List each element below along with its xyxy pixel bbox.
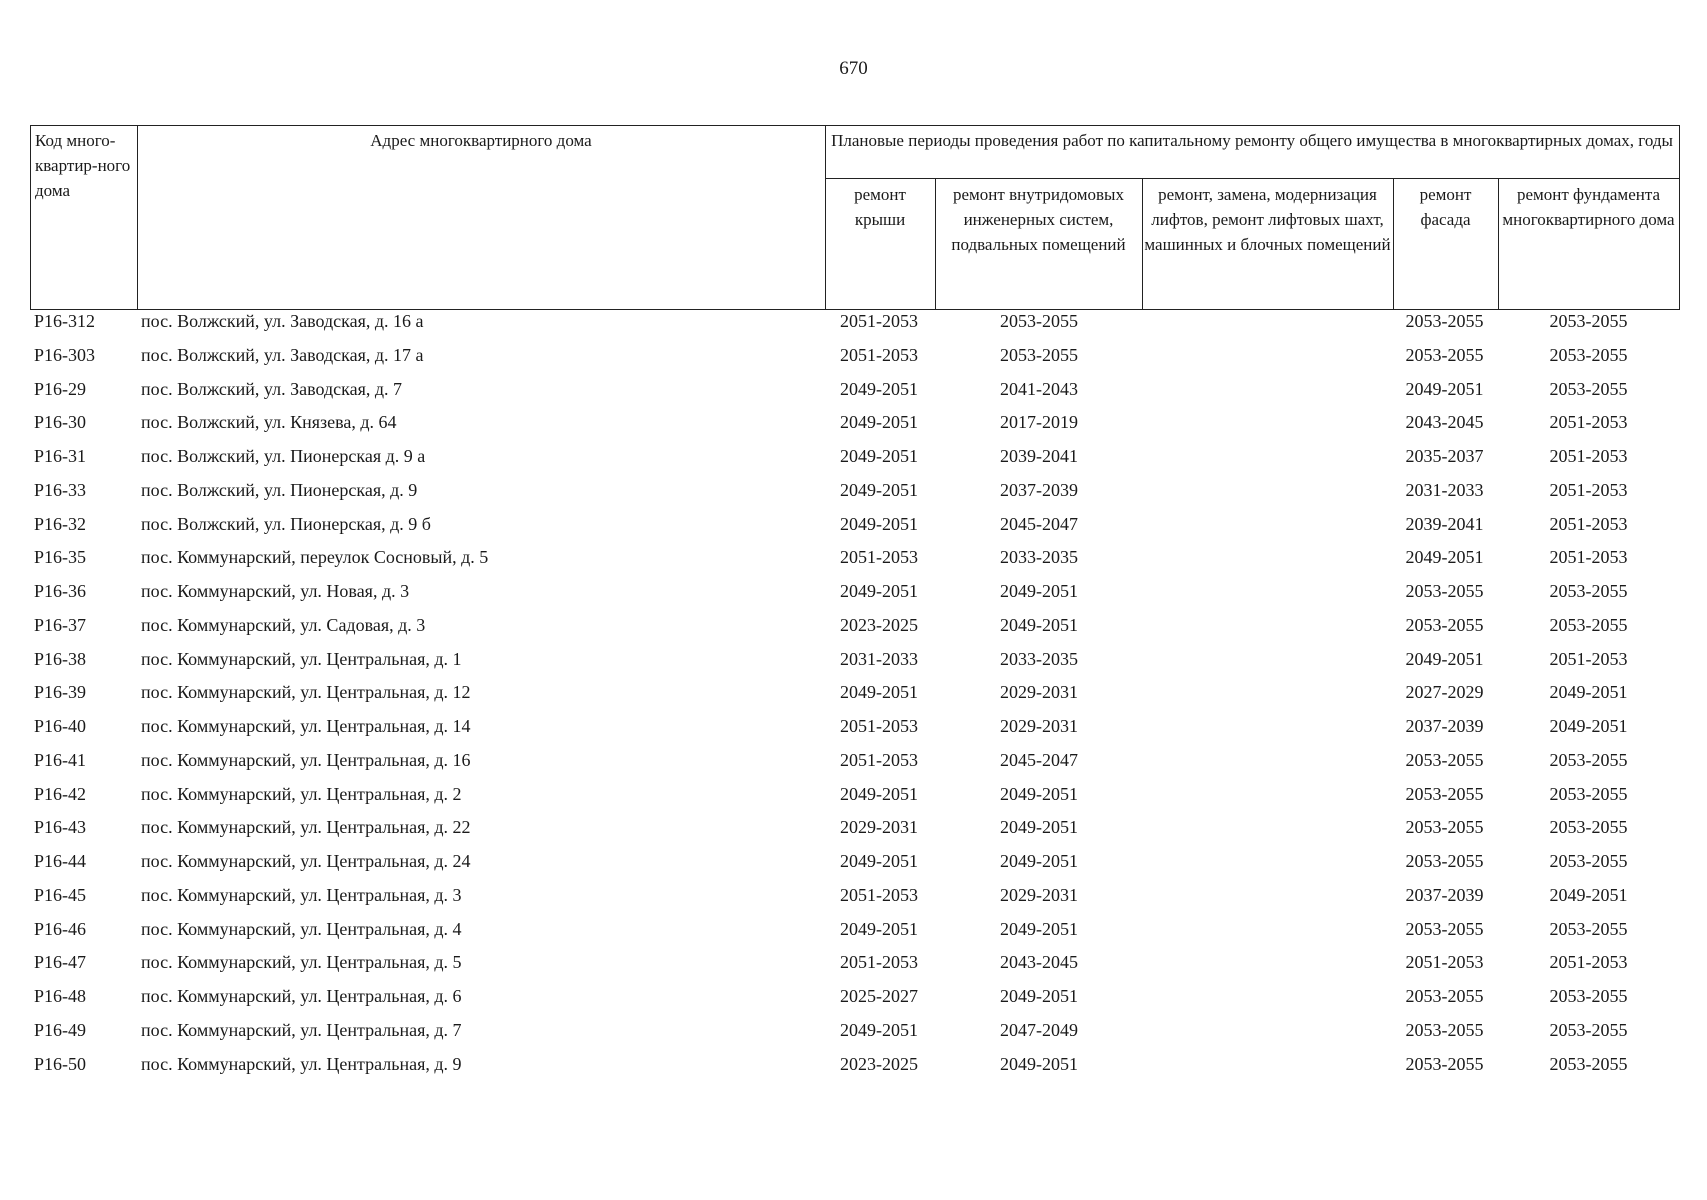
cell-address: пос. Коммунарский, переулок Сосновый, д. 5 <box>141 547 489 568</box>
table-row <box>0 479 1707 512</box>
header-periods: Плановые периоды проведения работ по капитальному ремонту общего имущества в многоквартирных домах, годы <box>831 131 1673 150</box>
cell-roof: 2051-2053 <box>840 344 918 365</box>
column-divider <box>137 126 138 309</box>
cell-facade: 2049-2051 <box>1405 547 1484 568</box>
cell-roof: 2051-2053 <box>840 547 918 568</box>
cell-facade: 2051-2053 <box>1405 952 1484 973</box>
header-engineering: ремонт внутридомовых инженерных систем, подвальных помещений <box>951 185 1126 254</box>
cell-facade: 2031-2033 <box>1405 479 1484 500</box>
cell-code: Р16-50 <box>34 1053 87 1074</box>
cell-foundation: 2051-2053 <box>1549 412 1628 433</box>
cell-roof: 2049-2051 <box>840 918 918 939</box>
cell-address: пос. Коммунарский, ул. Садовая, д. 3 <box>141 614 426 635</box>
cell-code: Р16-33 <box>34 479 87 500</box>
cell-facade: 2043-2045 <box>1405 412 1484 433</box>
cell-code: Р16-43 <box>34 817 87 838</box>
table-row <box>0 783 1707 816</box>
cell-foundation: 2049-2051 <box>1549 884 1628 905</box>
cell-roof: 2049-2051 <box>840 851 918 871</box>
table-row <box>0 681 1707 714</box>
cell-code: Р16-36 <box>34 581 87 601</box>
table-row <box>0 850 1707 883</box>
cell-address: пос. Коммунарский, ул. Центральная, д. 22 <box>141 817 471 838</box>
cell-foundation: 2053-2055 <box>1549 614 1628 635</box>
cell-foundation: 2053-2055 <box>1549 817 1628 838</box>
cell-address: пос. Коммунарский, ул. Центральная, д. 12 <box>141 682 471 703</box>
cell-foundation: 2053-2055 <box>1549 851 1628 871</box>
cell-engineering: 2029-2031 <box>1000 682 1078 703</box>
cell-engineering: 2049-2051 <box>1000 986 1078 1006</box>
header-address: Адрес многоквартирного дома <box>370 131 592 150</box>
table-row <box>0 614 1707 647</box>
cell-code: Р16-46 <box>34 918 87 939</box>
cell-facade: 2027-2029 <box>1405 682 1484 703</box>
cell-engineering: 2049-2051 <box>1000 1053 1078 1074</box>
cell-address: пос. Волжский, ул. Князева, д. 64 <box>141 412 397 433</box>
cell-roof: 2049-2051 <box>840 581 918 601</box>
cell-foundation: 2053-2055 <box>1549 783 1628 804</box>
cell-facade: 2053-2055 <box>1405 783 1484 804</box>
table-row <box>0 648 1707 681</box>
cell-address: пос. Волжский, ул. Пионерская д. 9 а <box>141 446 426 466</box>
cell-address: пос. Волжский, ул. Пионерская, д. 9 б <box>141 513 431 534</box>
cell-code: Р16-32 <box>34 513 87 534</box>
cell-facade: 2053-2055 <box>1405 581 1484 601</box>
table-row <box>0 715 1707 748</box>
cell-foundation: 2053-2055 <box>1549 581 1628 601</box>
cell-foundation: 2053-2055 <box>1549 749 1628 770</box>
cell-address: пос. Волжский, ул. Заводская, д. 7 <box>141 378 403 399</box>
cell-roof: 2049-2051 <box>840 513 918 534</box>
cell-facade: 2053-2055 <box>1405 749 1484 770</box>
table-row <box>0 749 1707 782</box>
cell-engineering: 2041-2043 <box>1000 378 1078 399</box>
cell-roof: 2049-2051 <box>840 479 918 500</box>
cell-engineering: 2037-2039 <box>1000 479 1078 500</box>
cell-address: пос. Коммунарский, ул. Центральная, д. 2 <box>141 783 462 804</box>
cell-roof: 2025-2027 <box>840 986 918 1006</box>
cell-foundation: 2053-2055 <box>1549 344 1628 365</box>
cell-facade: 2053-2055 <box>1405 986 1484 1006</box>
cell-engineering: 2053-2055 <box>1000 344 1078 365</box>
cell-address: пос. Коммунарский, ул. Центральная, д. 5 <box>141 952 462 973</box>
table-row <box>0 816 1707 849</box>
cell-facade: 2049-2051 <box>1405 378 1484 399</box>
cell-code: Р16-42 <box>34 783 87 804</box>
cell-engineering: 2049-2051 <box>1000 581 1078 601</box>
cell-code: Р16-31 <box>34 446 87 466</box>
cell-roof: 2049-2051 <box>840 378 918 399</box>
header-facade: ремонт фасада <box>1419 185 1472 229</box>
cell-foundation: 2053-2055 <box>1549 311 1628 331</box>
header-foundation: ремонт фундамента многоквартирного дома <box>1502 185 1675 229</box>
cell-roof: 2023-2025 <box>840 614 918 635</box>
cell-roof: 2049-2051 <box>840 682 918 703</box>
cell-address: пос. Коммунарский, ул. Новая, д. 3 <box>141 581 410 601</box>
cell-foundation: 2053-2055 <box>1549 918 1628 939</box>
cell-code: Р16-44 <box>34 851 87 871</box>
cell-address: пос. Коммунарский, ул. Центральная, д. 4 <box>141 918 462 939</box>
cell-address: пос. Коммунарский, ул. Центральная, д. 7 <box>141 1019 462 1040</box>
cell-engineering: 2049-2051 <box>1000 614 1078 635</box>
cell-code: Р16-40 <box>34 716 87 736</box>
cell-facade: 2053-2055 <box>1405 344 1484 365</box>
cell-code: Р16-35 <box>34 547 87 568</box>
table-row <box>0 513 1707 546</box>
cell-address: пос. Коммунарский, ул. Центральная, д. 3 <box>141 884 462 905</box>
table-row <box>0 951 1707 984</box>
cell-roof: 2051-2053 <box>840 311 918 331</box>
cell-facade: 2053-2055 <box>1405 1053 1484 1074</box>
cell-code: Р16-30 <box>34 412 87 433</box>
cell-facade: 2053-2055 <box>1405 851 1484 871</box>
cell-engineering: 2045-2047 <box>1000 749 1078 770</box>
header-roof: ремонт крыши <box>854 185 906 229</box>
cell-foundation: 2053-2055 <box>1549 378 1628 399</box>
cell-address: пос. Коммунарский, ул. Центральная, д. 1 <box>141 648 462 669</box>
cell-code: Р16-37 <box>34 614 87 635</box>
cell-engineering: 2033-2035 <box>1000 648 1078 669</box>
cell-roof: 2031-2033 <box>840 648 918 669</box>
cell-facade: 2053-2055 <box>1405 311 1484 331</box>
table-row <box>0 310 1707 343</box>
cell-engineering: 2049-2051 <box>1000 817 1078 838</box>
cell-foundation: 2051-2053 <box>1549 952 1628 973</box>
cell-engineering: 2033-2035 <box>1000 547 1078 568</box>
cell-code: Р16-38 <box>34 648 87 669</box>
header-code: Код много-квартир-ного дома <box>35 131 131 200</box>
cell-address: пос. Волжский, ул. Заводская, д. 17 а <box>141 344 424 365</box>
cell-roof: 2023-2025 <box>840 1053 918 1074</box>
cell-foundation: 2051-2053 <box>1549 513 1628 534</box>
cell-foundation: 2051-2053 <box>1549 446 1628 466</box>
cell-address: пос. Волжский, ул. Пионерская, д. 9 <box>141 479 418 500</box>
cell-address: пос. Коммунарский, ул. Центральная, д. 16 <box>141 749 471 770</box>
cell-foundation: 2049-2051 <box>1549 682 1628 703</box>
table-row <box>0 546 1707 579</box>
cell-engineering: 2017-2019 <box>1000 412 1078 433</box>
cell-roof: 2051-2053 <box>840 884 918 905</box>
cell-roof: 2049-2051 <box>840 412 918 433</box>
cell-address: пос. Коммунарский, ул. Центральная, д. 24 <box>141 851 471 871</box>
table-row <box>0 884 1707 917</box>
cell-address: пос. Коммунарский, ул. Центральная, д. 9 <box>141 1053 462 1074</box>
cell-facade: 2049-2051 <box>1405 648 1484 669</box>
cell-facade: 2037-2039 <box>1405 884 1484 905</box>
cell-address: пос. Коммунарский, ул. Центральная, д. 14 <box>141 716 471 736</box>
table-row <box>0 411 1707 444</box>
cell-engineering: 2049-2051 <box>1000 783 1078 804</box>
table-row <box>0 1019 1707 1052</box>
cell-code: Р16-45 <box>34 884 87 905</box>
cell-facade: 2039-2041 <box>1405 513 1484 534</box>
cell-foundation: 2051-2053 <box>1549 648 1628 669</box>
page-number: 670 <box>839 58 868 79</box>
cell-engineering: 2049-2051 <box>1000 851 1078 871</box>
cell-roof: 2029-2031 <box>840 817 918 838</box>
cell-engineering: 2029-2031 <box>1000 716 1078 736</box>
cell-roof: 2049-2051 <box>840 1019 918 1040</box>
cell-code: Р16-41 <box>34 749 87 770</box>
cell-address: пос. Волжский, ул. Заводская, д. 16 а <box>141 311 424 331</box>
cell-code: Р16-312 <box>34 311 96 331</box>
cell-facade: 2053-2055 <box>1405 817 1484 838</box>
table-row <box>0 918 1707 951</box>
cell-code: Р16-48 <box>34 986 87 1006</box>
table-row <box>0 1053 1707 1086</box>
cell-foundation: 2049-2051 <box>1549 716 1628 736</box>
cell-engineering: 2029-2031 <box>1000 884 1078 905</box>
cell-code: Р16-49 <box>34 1019 87 1040</box>
cell-facade: 2037-2039 <box>1405 716 1484 736</box>
table-row <box>0 445 1707 478</box>
cell-roof: 2051-2053 <box>840 716 918 736</box>
cell-code: Р16-29 <box>34 378 87 399</box>
cell-roof: 2049-2051 <box>840 446 918 466</box>
cell-facade: 2035-2037 <box>1405 446 1484 466</box>
cell-foundation: 2051-2053 <box>1549 479 1628 500</box>
table-header <box>30 125 1680 310</box>
cell-foundation: 2051-2053 <box>1549 547 1628 568</box>
cell-facade: 2053-2055 <box>1405 614 1484 635</box>
table-row <box>0 985 1707 1018</box>
header-lifts: ремонт, замена, модернизация лифтов, ремонт лифтовых шахт, машинных и блочных помещений <box>1144 185 1391 254</box>
cell-engineering: 2053-2055 <box>1000 311 1078 331</box>
table-row <box>0 378 1707 411</box>
cell-roof: 2051-2053 <box>840 952 918 973</box>
cell-roof: 2049-2051 <box>840 783 918 804</box>
cell-facade: 2053-2055 <box>1405 918 1484 939</box>
cell-code: Р16-47 <box>34 952 87 973</box>
table-row <box>0 580 1707 613</box>
cell-roof: 2051-2053 <box>840 749 918 770</box>
cell-engineering: 2043-2045 <box>1000 952 1078 973</box>
cell-foundation: 2053-2055 <box>1549 986 1628 1006</box>
cell-foundation: 2053-2055 <box>1549 1019 1628 1040</box>
cell-foundation: 2053-2055 <box>1549 1053 1628 1074</box>
cell-engineering: 2045-2047 <box>1000 513 1078 534</box>
table-row <box>0 344 1707 377</box>
cell-code: Р16-39 <box>34 682 87 703</box>
cell-address: пос. Коммунарский, ул. Центральная, д. 6 <box>141 986 462 1006</box>
cell-facade: 2053-2055 <box>1405 1019 1484 1040</box>
cell-code: Р16-303 <box>34 344 96 365</box>
cell-engineering: 2047-2049 <box>1000 1019 1078 1040</box>
cell-engineering: 2039-2041 <box>1000 446 1078 466</box>
header-divider <box>825 178 1679 179</box>
cell-engineering: 2049-2051 <box>1000 918 1078 939</box>
